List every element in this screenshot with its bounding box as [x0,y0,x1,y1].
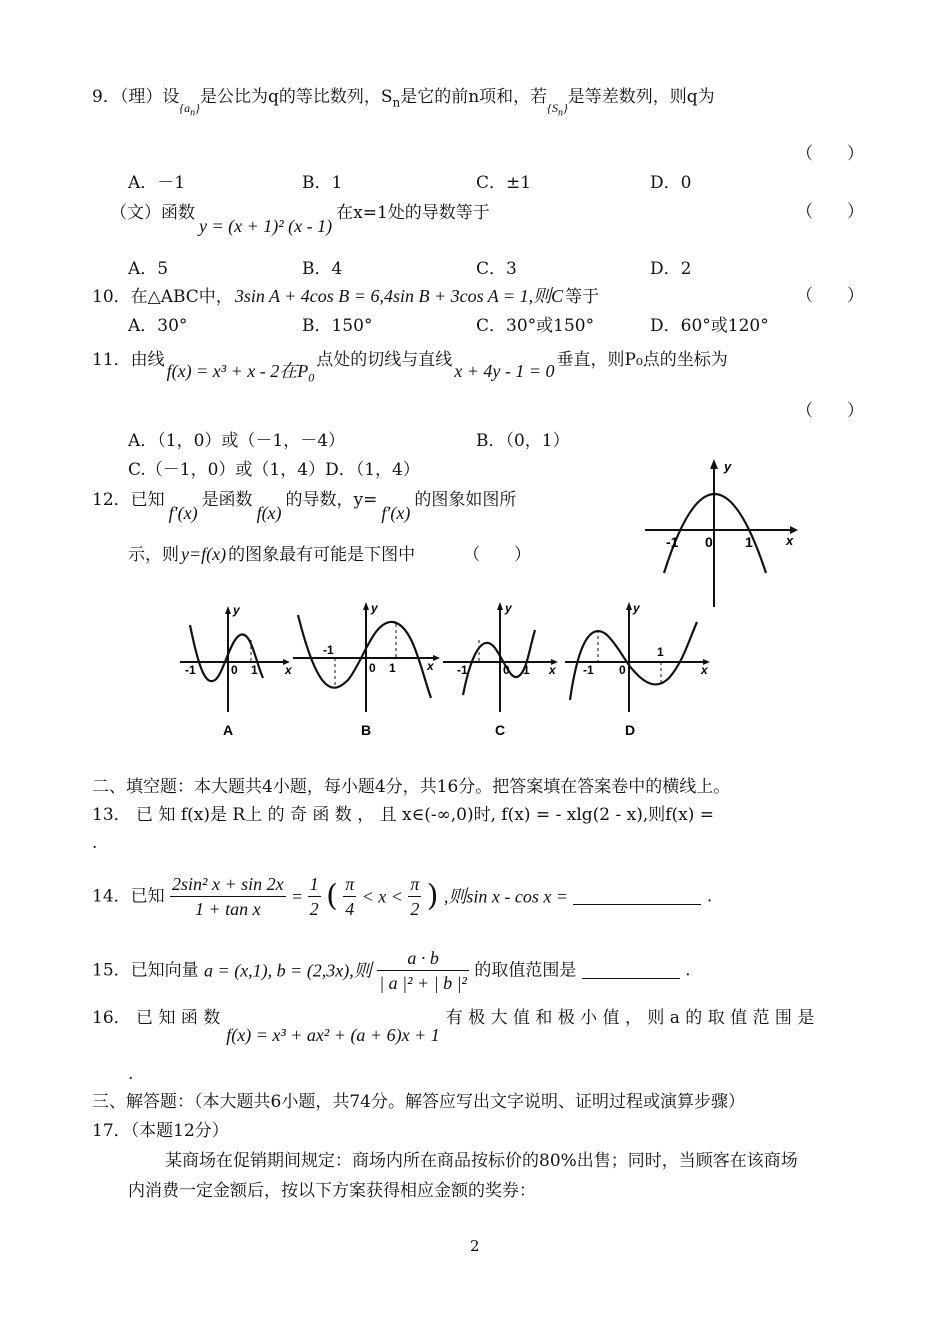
q12-line2-tail: 的图象最有可能是下图中 [228,545,416,565]
q9-wen-paren: （ ） [796,202,864,222]
fprime-zero-label: 0 [705,534,713,550]
q12-mid1: 是函数 [201,490,253,510]
q9-sub-n: n [392,95,401,110]
q14-line: 14．已知 $\frac{\text{2sin² x + sin 2x}}{\text{1 + tan x}}$ = $\frac{1}{2}$ ( $\frac{\pi}{4}$ < x < $\frac{\pi}{2}$ ) ,则sin x - cos x = . [92,874,713,919]
svg-text:y: y [233,603,240,617]
q9-answer-paren: （ ） [796,144,864,164]
graph-d [565,601,710,738]
fprime-y-label: y [724,459,732,474]
q10-prompt: 10．在△ABC中， [92,287,233,307]
q16-prompt: 16． 已 知 函 数 [92,1008,221,1028]
q10-option-b: B．150° [302,316,373,336]
graph-c [443,601,558,738]
q14-eq: = [291,886,308,907]
q9-text-c: 是它的前n项和，若 [400,87,548,107]
svg-text:x: x [427,659,434,673]
q13-line: 13． 已 知 f(x)是 R上 的 奇 函 数 ， 且 x∈(-∞,0)时, f(x) = - xlg(2 - x),则f(x) = [92,805,715,825]
svg-text:1: 1 [657,645,664,659]
option-graphs [175,600,720,745]
svg-text:0: 0 [369,661,376,675]
svg-text:0: 0 [231,663,238,677]
q9-wen-option-b: B．4 [302,259,343,279]
fprime-one-label: 1 [745,534,753,550]
q12-line2-math: y=f(x) [181,544,227,564]
q10-option-a: A．30° [128,316,188,336]
q9-text-d: 是等差数列，则q为 [567,87,715,107]
fprime-x-label: x [786,533,794,548]
graph-b-label: B [361,722,372,738]
fprime-graph [640,455,800,615]
q14-answer-blank[interactable] [573,888,701,905]
fprime-y-arrow [710,459,718,469]
q11-tail: 垂直，则P₀点的坐标为 [556,350,728,370]
q16-dot: . [128,1064,134,1084]
svg-text:y: y [633,601,640,615]
q9-wen-option-a: A．5 [128,259,169,279]
q15-formula: a = (x,1), b = (2,3x),则 [204,960,372,981]
q9-wen-tail: 在x=1处的导数等于 [336,203,490,223]
q12-fprime2: f′(x) [381,503,411,523]
q15-tail: 的取值范围是 [474,960,577,981]
section-2-heading: 二、填空题：本大题共4小题，每小题4分，共16分。把答案填在答案卷中的横线上。 [92,777,731,797]
q14-inequality: < x < [361,886,403,907]
q11-mid: 点处的切线与直线 [316,350,453,370]
q13-dot: . [92,833,98,853]
q9-seq-a: {an} [179,101,200,119]
svg-text:0: 0 [503,663,510,677]
q9-option-a: A．－1 [128,173,186,193]
q11-line-eq: x + 4y - 1 = 0 [454,361,555,381]
q12-fx: f(x) [256,503,282,523]
q14-prompt: 14．已知 [92,886,165,907]
q10-line [92,285,599,308]
q11-prompt: 11．由线 [92,350,165,370]
svg-text:1: 1 [251,663,258,677]
q9-line [92,86,715,119]
q14-end: . [706,886,713,907]
svg-text:x: x [549,663,556,677]
q15-end: . [685,960,691,981]
q12-mid2: 的导数，y= [285,490,378,510]
q17-title: 17．（本题12分） [92,1121,229,1141]
q12-prompt: 12．已知 [92,490,165,510]
svg-text:y: y [505,601,512,615]
q10-option-d: D．60°或120° [650,316,769,336]
q10-option-c: C．30°或150° [476,316,595,336]
q12-line2-text: 示，则 [128,545,179,565]
q9-text-b: 是公比为q的等比数列，S [199,87,393,107]
svg-text:1: 1 [389,661,396,675]
q11-formula: f(x) = x³ + x - 2在$P_0$ [166,361,315,385]
q9-wen-option-c: C．3 [476,259,517,279]
q11-option-cd: C.（－1，0）或（1，4）D．（1，4） [128,460,420,480]
q11-option-b: B．（0，1） [476,431,570,451]
svg-text:-1: -1 [185,663,196,677]
svg-text:1: 1 [523,663,530,677]
q14-pi-4: $\frac{\pi}{4}$ [345,874,355,919]
q9-option-c: C．±1 [476,173,532,193]
q14-half: $\frac{1}{2}$ [309,874,319,919]
fprime-neg1-label: -1 [666,534,679,550]
q15-answer-blank[interactable] [582,962,680,979]
q11-paren: （ ） [796,401,864,421]
q16-line [92,1006,815,1045]
q17-line-1: 某商场在促销期间规定：商场内所在商品按标价的80%出售；同时，当顾客在该商场 [165,1151,798,1171]
q14-pi-2: $\frac{\pi}{2}$ [410,874,420,919]
q9-wen-prompt: （文）函数 [110,203,195,223]
svg-text:0: 0 [619,663,626,677]
q9-wen-option-d: D．2 [650,259,692,279]
svg-text:-1: -1 [323,643,334,657]
q12-paren: （ ） [463,545,532,565]
q10-paren: （ ） [796,286,864,306]
q12-line-2 [128,543,531,566]
q9-option-b: B．1 [302,173,343,193]
q15-line [92,946,691,995]
q9-seq-s: {Sn} [547,101,568,119]
q15-fraction: $\frac{a \cdot b}{\text{| a |² + | b |²}}$ [379,948,467,993]
q16-tail: 有 极 大 值 和 极 小 值 ， 则 a 的 取 值 范 围 是 [445,1008,815,1028]
page-number: 2 [470,1237,480,1255]
q17-line-2: 内消费一定金额后，按以下方案获得相应金额的奖券： [128,1181,536,1201]
svg-text:x: x [285,663,292,677]
graph-a-label: A [223,722,234,738]
graph-a [180,603,293,738]
q14-tail: ,则sin x - cos x = [443,886,569,907]
graph-d-label: D [625,722,636,738]
q12-line-1 [92,488,517,523]
q10-tail: 等于 [565,287,600,307]
q11-option-a: A．（1，0）或（－1，－4） [128,431,346,451]
q9-prompt: 9．（理）设 [92,87,180,107]
q9-wen-formula: y = (x + 1)² (x - 1) [199,216,333,236]
svg-text:y: y [371,601,378,615]
q16-formula: f(x) = x³ + ax² + (a + 6)x + 1 [226,1025,440,1045]
q15-prompt: 15．已知向量 [92,960,199,981]
q9-wen-line [110,201,490,236]
svg-text:x: x [701,663,708,677]
q9-option-d: D．0 [650,173,692,193]
graph-c-label: C [495,722,506,738]
q10-formula: 3sin A + 4cos B = 6,4sin B + 3cos A = 1,则C [234,286,564,306]
q14-fraction: $\frac{\text{2sin² x + sin 2x}}{\text{1 + tan x}}$ [172,874,284,919]
section-3-heading: 三、解答题：（本大题共6小题，共74分。解答应写出文字说明、证明过程或演算步骤） [92,1092,745,1112]
svg-text:-1: -1 [583,663,594,677]
q11-line [92,348,728,385]
graph-b [293,601,440,738]
svg-text:-1: -1 [457,663,468,677]
q12-tail1: 的图象如图所 [414,490,517,510]
q12-fprime: f′(x) [168,503,198,523]
